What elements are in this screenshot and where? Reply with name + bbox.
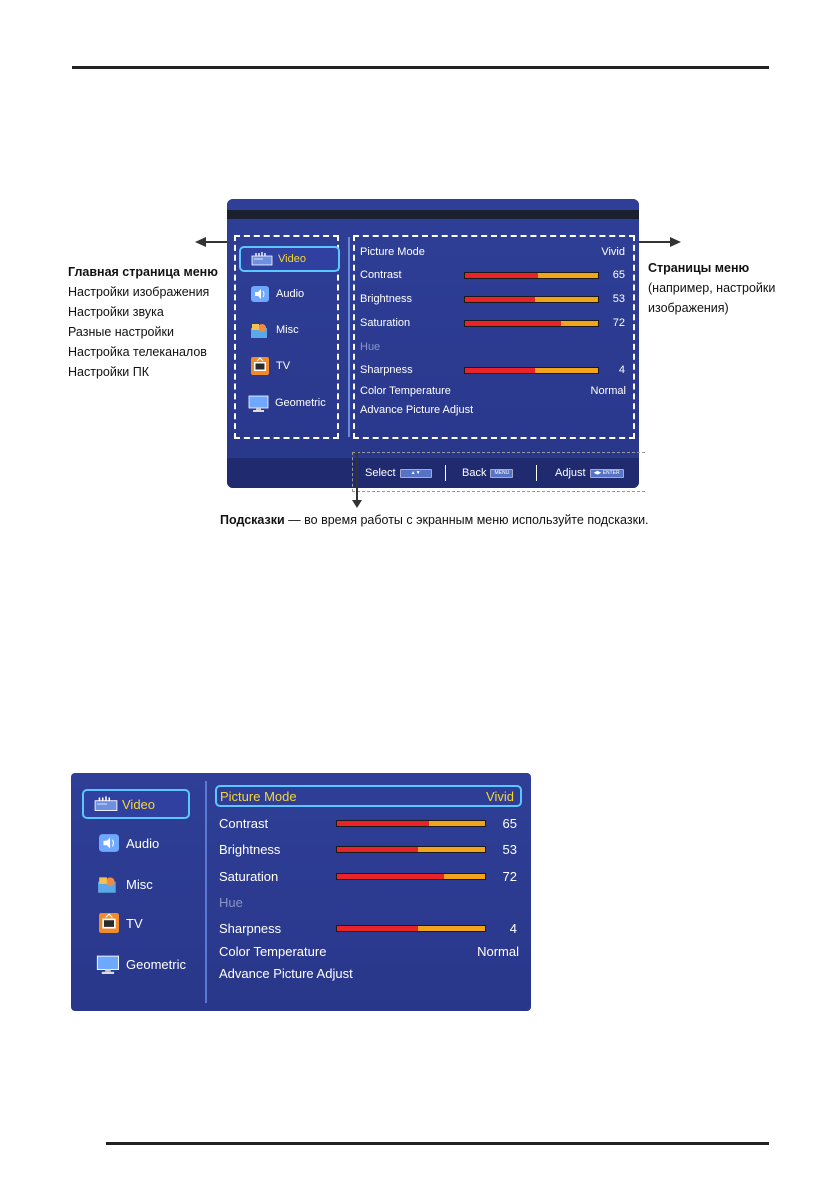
row-value: 53: [502, 841, 517, 857]
row-value: Normal: [590, 385, 626, 397]
row-value: 4: [618, 364, 625, 376]
row-label: Sharpness: [360, 364, 413, 376]
hints-annotation: [220, 510, 649, 530]
row-value: 4: [509, 920, 517, 936]
brightness-slider[interactable]: [336, 846, 486, 853]
sharpness-slider[interactable]: [336, 925, 486, 932]
row-contrast[interactable]: [219, 814, 517, 832]
hint-adjust-label: Adjust: [555, 467, 586, 479]
row-brightness[interactable]: [360, 291, 625, 307]
annotation-item: Настройки изображения: [68, 285, 210, 299]
hints-title: Подсказки: [220, 513, 285, 527]
annotation-item: Разные настройки: [68, 325, 174, 339]
row-advance-picture-adjust[interactable]: [219, 964, 517, 982]
saturation-slider[interactable]: [336, 873, 486, 880]
misc-icon: [249, 322, 271, 339]
row-label: Contrast: [360, 269, 402, 281]
slider-fill: [465, 273, 538, 278]
slider-fill: [337, 926, 418, 931]
slider-fill: [465, 368, 535, 373]
osd-menu: [71, 773, 531, 1011]
row-value: 65: [502, 815, 517, 831]
nav-label-video: Video: [122, 796, 156, 812]
menu-pages-title: Страницы меню: [648, 261, 750, 275]
contrast-slider[interactable]: [464, 272, 599, 279]
enter-key-label: ENTER: [602, 469, 620, 476]
menu-pages-annotation: [648, 258, 775, 318]
contrast-slider[interactable]: [336, 820, 486, 827]
left-arrow-head: [195, 237, 206, 247]
row-label: Saturation: [360, 317, 411, 329]
nav-item-misc[interactable]: [95, 873, 153, 895]
nav-label-misc: Misc: [126, 876, 153, 892]
monitor-icon: [247, 395, 271, 412]
nav-label-audio: Audio: [126, 835, 160, 851]
nav-label-tv: TV: [126, 915, 143, 931]
annotation-item: Настройка телеканалов: [68, 345, 207, 359]
top-rule: [72, 66, 769, 69]
row-sharpness[interactable]: [219, 919, 517, 937]
row-color-temperature[interactable]: [219, 942, 519, 960]
row-value: Vivid: [601, 246, 625, 258]
nav-item-geometric[interactable]: [94, 953, 186, 975]
row-hue: [360, 339, 625, 355]
row-brightness[interactable]: [219, 840, 517, 858]
slider-fill: [465, 321, 561, 326]
annotation-item: Настройки ПК: [68, 365, 150, 379]
row-picture-mode[interactable]: [360, 244, 625, 260]
main-menu-title: Главная страница меню: [68, 265, 218, 279]
row-sharpness[interactable]: [360, 362, 625, 378]
nav-item-tv[interactable]: [249, 355, 290, 377]
divider: [205, 781, 207, 1003]
hints-text: — во время работы с экранным меню используйте подсказки.: [284, 513, 649, 527]
slider-fill: [337, 874, 444, 879]
nav-item-misc[interactable]: [249, 319, 299, 341]
osd-title-bar: [227, 199, 639, 210]
annotation-line: изображения): [648, 301, 729, 315]
nav-label-misc: Misc: [276, 324, 299, 336]
osd-header-strip: [227, 210, 639, 219]
nav-item-video[interactable]: [239, 246, 340, 272]
down-arrow-head: [352, 500, 362, 508]
row-label: Picture Mode: [220, 788, 297, 804]
row-label: Hue: [360, 341, 381, 353]
nav-item-tv[interactable]: [97, 911, 143, 935]
row-value: 72: [612, 317, 625, 329]
row-value: Vivid: [486, 788, 514, 804]
nav-item-audio[interactable]: [249, 283, 304, 305]
row-label: Sharpness: [219, 920, 282, 936]
down-arrow: [356, 452, 358, 502]
hint-callout-frame: [352, 452, 645, 492]
row-saturation[interactable]: [360, 315, 625, 331]
row-label: Picture Mode: [360, 246, 425, 258]
row-advance-picture-adjust[interactable]: [360, 402, 625, 418]
nav-label-audio: Audio: [276, 288, 305, 300]
nav-label-tv: TV: [276, 360, 291, 372]
saturation-slider[interactable]: [464, 320, 599, 327]
bottom-rule: [106, 1142, 769, 1145]
sharpness-slider[interactable]: [464, 367, 599, 374]
speaker-icon: [249, 286, 271, 302]
row-value: 53: [612, 293, 625, 305]
video-icon: [92, 796, 120, 812]
tv-icon: [249, 357, 271, 375]
annotation-item: Настройки звука: [68, 305, 164, 319]
row-label: Hue: [219, 894, 243, 910]
menu-key-icon: MENU: [490, 469, 513, 478]
misc-icon: [95, 875, 121, 894]
row-label: Advance Picture Adjust: [360, 404, 474, 416]
nav-item-geometric[interactable]: [247, 392, 326, 414]
row-value: Normal: [477, 943, 519, 959]
slider-fill: [337, 821, 429, 826]
right-arrow-head: [670, 237, 681, 247]
nav-item-audio[interactable]: [97, 832, 159, 854]
up-down-key-icon: ▲▼: [400, 469, 432, 478]
row-contrast[interactable]: [360, 267, 625, 283]
row-hue: [219, 893, 517, 911]
nav-label-geometric: Geometric: [126, 956, 186, 972]
row-value: 72: [502, 868, 517, 884]
enter-key-icon: ◀▶ ENTER: [590, 469, 624, 478]
annotation-line: (например, настройки: [648, 281, 776, 295]
row-label: Color Temperature: [219, 943, 327, 959]
tv-icon: [97, 913, 121, 933]
monitor-icon: [94, 955, 122, 974]
row-label: Saturation: [219, 868, 279, 884]
row-picture-mode[interactable]: [215, 785, 522, 807]
row-label: Advance Picture Adjust: [219, 965, 353, 981]
hint-back-label: Back: [462, 467, 487, 479]
nav-item-video[interactable]: [82, 789, 190, 819]
divider: [348, 237, 350, 437]
row-label: Contrast: [219, 815, 269, 831]
hint-select-label: Select: [365, 467, 396, 479]
slider-fill: [337, 847, 418, 852]
row-value: 65: [612, 269, 625, 281]
speaker-icon: [97, 834, 121, 852]
row-label: Color Temperature: [360, 385, 451, 397]
row-saturation[interactable]: [219, 867, 517, 885]
slider-fill: [465, 297, 535, 302]
row-label: Brightness: [219, 841, 281, 857]
nav-label-video: Video: [278, 253, 306, 265]
nav-label-geometric: Geometric: [275, 397, 326, 409]
osd-menu-annotated: [227, 199, 639, 488]
main-menu-annotation: [68, 262, 218, 382]
row-color-temperature[interactable]: [360, 383, 626, 399]
brightness-slider[interactable]: [464, 296, 599, 303]
video-icon: [250, 252, 274, 266]
row-label: Brightness: [360, 293, 412, 305]
